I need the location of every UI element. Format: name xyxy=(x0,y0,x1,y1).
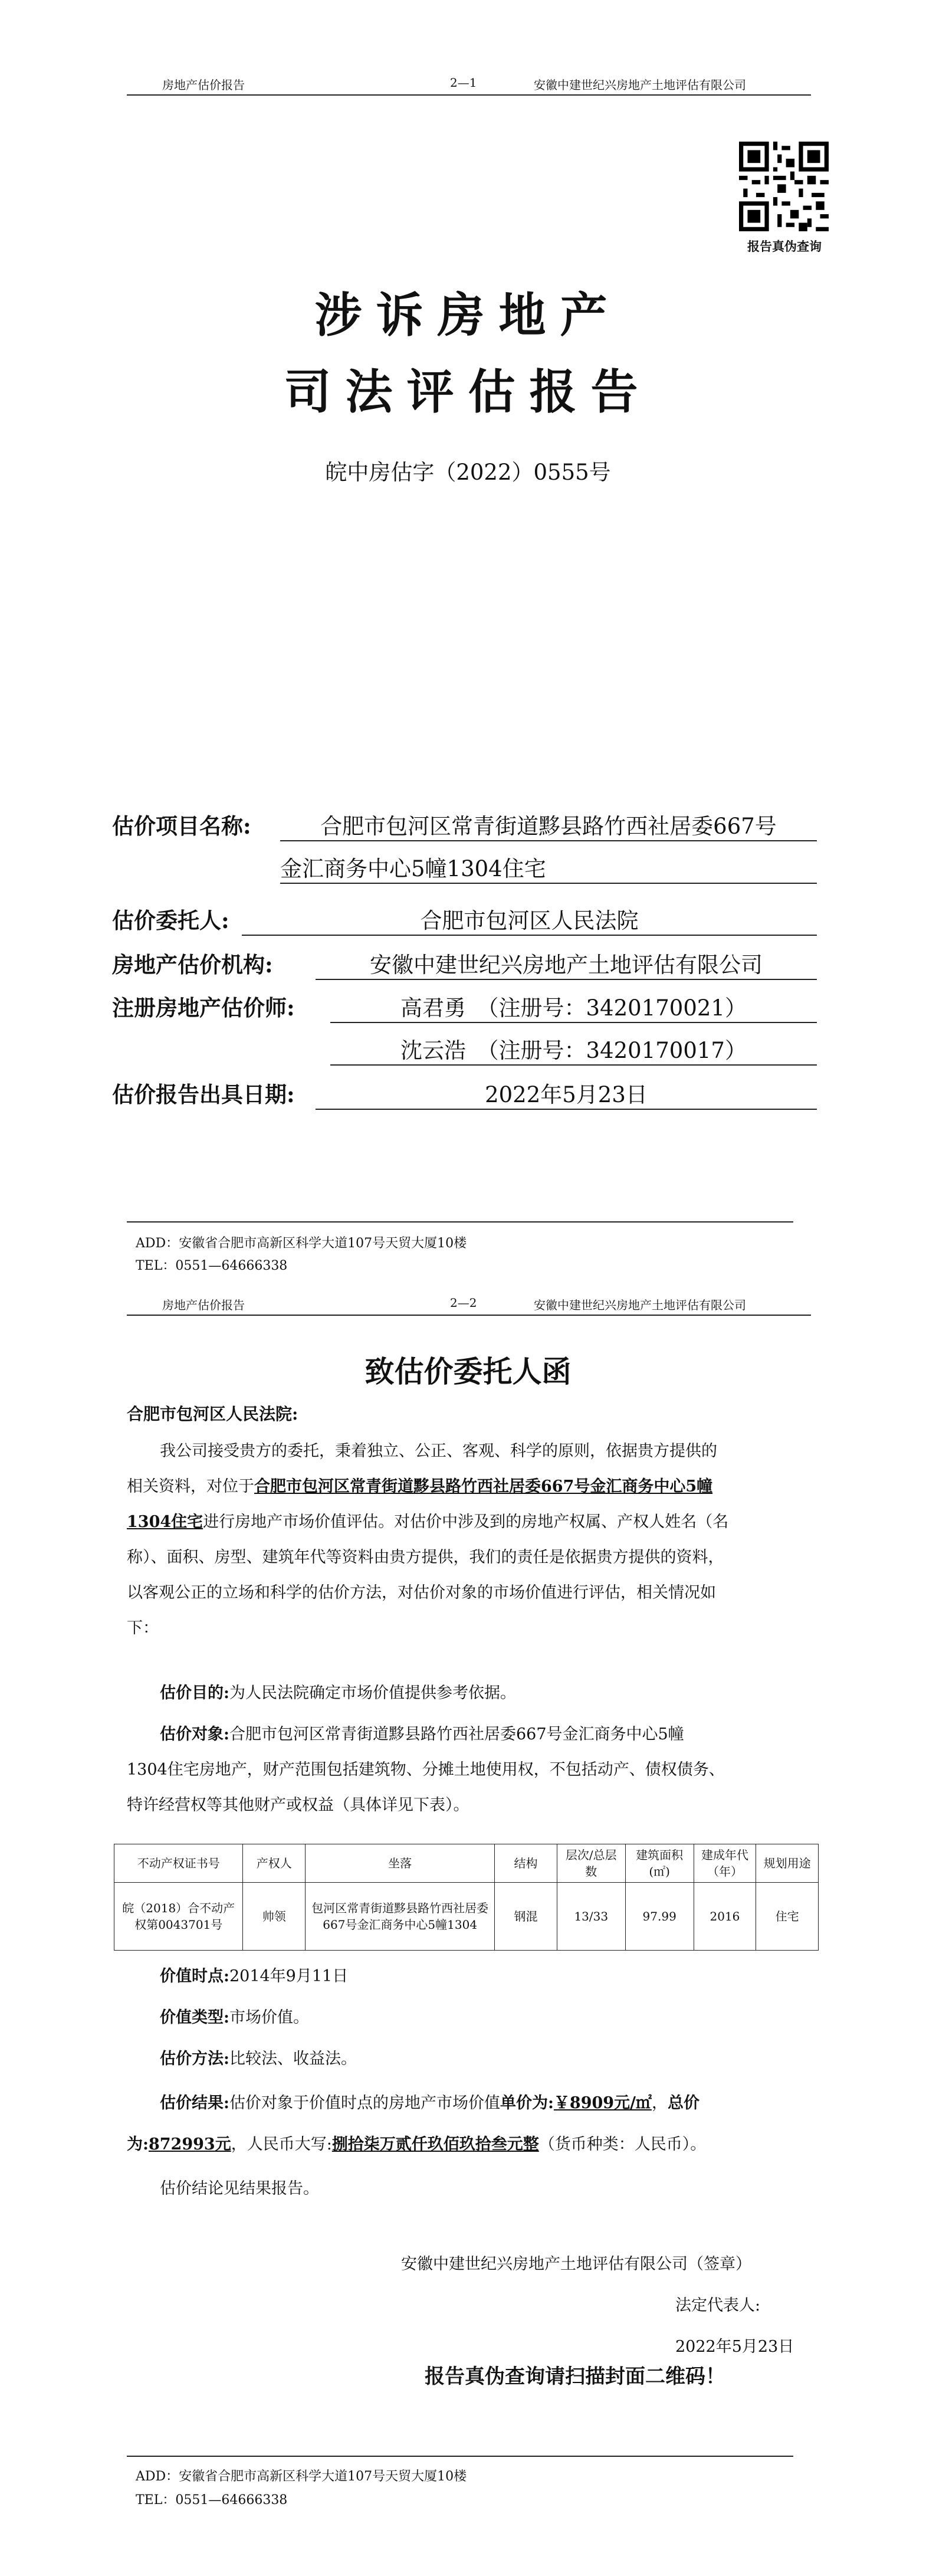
page1-footer-address: ADD：安徽省合肥市高新区科学大道107号天贸大厦10楼 xyxy=(136,1236,467,1251)
object-paragraph: 估价对象:合肥市包河区常青街道黟县路竹西社居委667号金汇商务中心5幢 1304住宅房地产，财产范围包括建筑物、分摊土地使用权，不包括动产、债权债务、 特许经营权等其他财产或权益（具体详见下表）。 xyxy=(127,1725,725,1814)
intro-line-6: 下： xyxy=(127,1619,159,1637)
intro-line-1: 我公司接受贵方的委托，秉着独立、公正、客观、科学的原则，依据贵方提供的 xyxy=(160,1442,717,1460)
method-line: 估价方法:比较法、收益法。 xyxy=(160,2050,357,2068)
page2-footer-address: ADD：安徽省合肥市高新区科学大道107号天贸大厦10楼 xyxy=(136,2469,467,2484)
property-unit: 1304住宅 xyxy=(127,1513,203,1531)
report-date-label: 估价报告出具日期: xyxy=(112,1081,295,1107)
header-left: 房地产估价报告 xyxy=(162,78,245,92)
report-number: 皖中房估字（2022）0555号 xyxy=(325,460,611,485)
page1-footer-tel: TEL：0551—64666338 xyxy=(136,1258,288,1273)
letter-title: 致估价委托人函 xyxy=(364,1354,572,1389)
appraiser-label: 注册房地产估价师: xyxy=(112,995,295,1021)
total-price-uppercase: 捌拾柒万贰仟玖佰玖拾叁元整 xyxy=(331,2135,539,2154)
signature-representative: 法定代表人: xyxy=(675,2296,761,2315)
object-label: 估价对象: xyxy=(160,1725,229,1743)
qr-code-icon[interactable] xyxy=(739,142,829,231)
header-page-number: 2—1 xyxy=(450,76,477,90)
qr-notice: 报告真伪查询请扫描封面二维码！ xyxy=(425,2365,725,2388)
qr-caption: 报告真伪查询 xyxy=(747,239,822,254)
page2-footer-tel: TEL：0551—64666338 xyxy=(136,2493,288,2508)
report-date-value: 2022年5月23日 xyxy=(316,1077,817,1110)
project-name-value-1: 合肥市包河区常青街道黟县路竹西社居委667号 xyxy=(280,808,817,841)
conclusion-line: 估价结论见结果报告。 xyxy=(160,2180,319,2198)
signature-company: 安徽中建世纪兴房地产土地评估有限公司（签章） xyxy=(401,2255,751,2273)
purpose-text: 为人民法院确定市场价值提供参考依据。 xyxy=(229,1684,516,1702)
result-label: 估价结果: xyxy=(160,2094,229,2112)
table-row: 皖（2018）合不动产权第0043701号 帅领 包河区常青街道黟县路竹西社居委667号金汇商务中心5幢1304 钢混 13/33 97.99 2016 住宅 xyxy=(114,1883,819,1951)
appraiser-1: 高君勇 （注册号：3420170021） xyxy=(330,990,817,1023)
intro-line-4: 称）、面积、房型、建筑年代等资料由贵方提供，我们的责任是依据贵方提供的资料， xyxy=(127,1548,724,1566)
purpose-label: 估价目的: xyxy=(160,1684,229,1702)
page1-footer-rule xyxy=(127,1221,793,1223)
appraiser-field xyxy=(112,990,826,1067)
header-left: 房地产估价报告 xyxy=(162,1298,245,1312)
value-type-label: 价值类型: xyxy=(160,2008,229,2027)
value-date-label: 价值时点: xyxy=(160,1967,229,1985)
project-name-label: 估价项目名称: xyxy=(112,813,251,839)
client-field xyxy=(112,903,826,938)
header-right: 安徽中建世纪兴房地产土地评估有限公司 xyxy=(534,78,746,92)
page1-header xyxy=(127,71,811,96)
project-name-field xyxy=(112,808,826,879)
header-page-number: 2—2 xyxy=(450,1296,477,1310)
intro-line-5: 以客观公正的立场和科学的估价方法，对估价对象的市场价值进行评估，相关情况如 xyxy=(127,1584,716,1602)
signature-date: 2022年5月23日 xyxy=(675,2338,794,2356)
property-address: 合肥市包河区常青街道黟县路竹西社居委667号金汇商务中心5幢 xyxy=(254,1477,713,1496)
purpose-line xyxy=(127,1676,847,1711)
agency-field xyxy=(112,947,826,982)
salutation: 合肥市包河区人民法院: xyxy=(127,1404,298,1424)
property-table xyxy=(114,1844,819,1951)
page2-header xyxy=(127,1291,811,1316)
page2-footer-rule xyxy=(127,2456,793,2457)
method-label: 估价方法: xyxy=(160,2050,229,2068)
report-date-field xyxy=(112,1077,826,1112)
intro-paragraph xyxy=(127,1434,814,1646)
intro-line-2: 相关资料，对位于合肥市包河区常青街道黟县路竹西社居委667号金汇商务中心5幢 xyxy=(127,1477,713,1496)
agency-label: 房地产估价机构: xyxy=(112,952,273,978)
project-name-value-2: 金汇商务中心5幢1304住宅 xyxy=(280,851,817,884)
table-header-row: 不动产权证书号 产权人 坐落 结构 层次/总层数 建筑面积(㎡) 建成年代（年） 规划用途 xyxy=(114,1844,819,1883)
result-paragraph: 估价结果:估价对象于价值时点的房地产市场价值单价为:￥8909元/㎡，总价 为:872993元，人民币大写:捌拾柒万贰仟玖佰玖拾叁元整（货币种类：人民币）。 xyxy=(127,2094,707,2154)
report-title-line2: 司法评估报告 xyxy=(284,364,652,419)
header-right: 安徽中建世纪兴房地产土地评估有限公司 xyxy=(534,1298,746,1312)
value-date-line: 价值时点:2014年9月11日 xyxy=(160,1967,349,1985)
report-title-line1: 涉诉房地产 xyxy=(314,287,622,343)
client-value: 合肥市包河区人民法院 xyxy=(242,903,817,936)
value-type-line: 价值类型:市场价值。 xyxy=(160,2008,309,2027)
client-label: 估价委托人: xyxy=(112,907,229,933)
total-price: 872993元 xyxy=(148,2135,231,2154)
intro-line-3: 1304住宅进行房地产市场价值评估。对估价中涉及到的房地产权属、产权人姓名（名 xyxy=(127,1513,729,1531)
appraiser-2: 沈云浩 （注册号：3420170017） xyxy=(330,1033,817,1066)
unit-price: ￥8909元/㎡ xyxy=(553,2094,652,2112)
agency-value: 安徽中建世纪兴房地产土地评估有限公司 xyxy=(316,947,817,980)
